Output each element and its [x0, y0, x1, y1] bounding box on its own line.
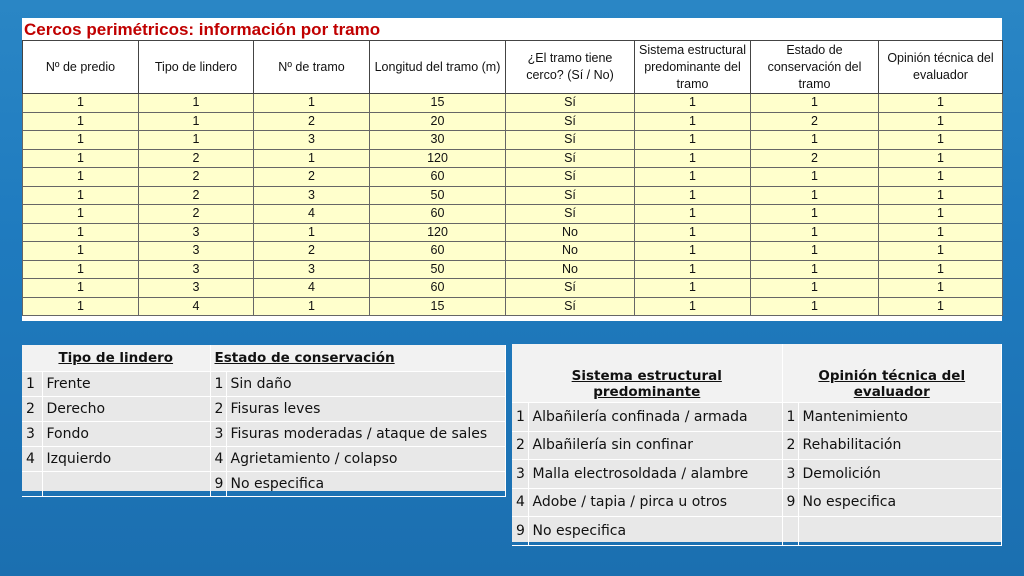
legend-header-opinion: Opinión técnica del evaluador	[782, 344, 1002, 403]
col-header: Estado de conservación del tramo	[751, 41, 879, 94]
sistema-label: Albañilería sin confinar	[528, 431, 782, 460]
table-row	[23, 297, 1003, 316]
opinion-code: 9	[782, 488, 798, 517]
lindero-code: 3	[22, 422, 42, 447]
table-cell: 1	[139, 94, 254, 113]
legend-sistema-opinion	[512, 344, 1002, 542]
table-cell: Sí	[506, 168, 635, 187]
legend-row	[22, 372, 506, 397]
estado-code: 1	[210, 372, 226, 397]
empty-cell	[798, 517, 1002, 546]
lindero-label: Izquierdo	[42, 447, 210, 472]
table-cell: 3	[139, 279, 254, 298]
table-cell: 3	[254, 131, 370, 150]
legend-row	[22, 472, 506, 497]
table-cell: Sí	[506, 297, 635, 316]
table-row	[23, 186, 1003, 205]
legend-row	[512, 488, 1002, 517]
estado-label: Sin daño	[226, 372, 506, 397]
sistema-code: 2	[512, 431, 528, 460]
table-cell: 1	[879, 186, 1003, 205]
table-cell: 2	[139, 205, 254, 224]
table-cell: 1	[879, 297, 1003, 316]
table-cell: 1	[139, 131, 254, 150]
table-cell: 1	[254, 297, 370, 316]
table-cell: 120	[370, 149, 506, 168]
table-cell: 1	[635, 260, 751, 279]
col-header: Nº de predio	[23, 41, 139, 94]
table-cell: 1	[635, 94, 751, 113]
table-cell: 1	[751, 279, 879, 298]
table-header-row	[23, 41, 1003, 94]
estado-code: 3	[210, 422, 226, 447]
table-cell: 2	[139, 168, 254, 187]
table-cell: 15	[370, 94, 506, 113]
table-row	[23, 168, 1003, 187]
table-cell: 1	[635, 242, 751, 261]
col-header: Sistema estructural predominante del tramo	[635, 41, 751, 94]
table-cell: Sí	[506, 131, 635, 150]
legend-row	[512, 460, 1002, 489]
table-cell: 30	[370, 131, 506, 150]
table-cell: 1	[879, 279, 1003, 298]
opinion-label: Demolición	[798, 460, 1002, 489]
table-row	[23, 205, 1003, 224]
empty-cell	[42, 472, 210, 497]
table-cell: Sí	[506, 279, 635, 298]
table-cell: 1	[23, 297, 139, 316]
tramos-table	[22, 40, 1003, 316]
table-row	[23, 149, 1003, 168]
table-cell: 1	[635, 149, 751, 168]
table-cell: 1	[23, 149, 139, 168]
table-cell: No	[506, 260, 635, 279]
page-title: Cercos perimétricos: información por tramo	[24, 20, 381, 39]
sistema-label: Albañilería confinada / armada	[528, 403, 782, 432]
opinion-label: Mantenimiento	[798, 403, 1002, 432]
table-cell: 1	[635, 186, 751, 205]
table-cell: Sí	[506, 186, 635, 205]
lindero-code: 2	[22, 397, 42, 422]
table-cell: 1	[879, 149, 1003, 168]
table-cell: No	[506, 223, 635, 242]
table-cell: 1	[879, 131, 1003, 150]
table-cell: 2	[139, 186, 254, 205]
empty-cell	[22, 472, 42, 497]
table-cell: 2	[254, 242, 370, 261]
sistema-code: 9	[512, 517, 528, 546]
table-cell: 1	[635, 297, 751, 316]
table-cell: 2	[254, 112, 370, 131]
legend-lindero-estado	[22, 345, 506, 491]
table-cell: 50	[370, 260, 506, 279]
legend-row	[22, 397, 506, 422]
sistema-code: 1	[512, 403, 528, 432]
opinion-code: 1	[782, 403, 798, 432]
table-cell: 20	[370, 112, 506, 131]
table-row	[23, 279, 1003, 298]
table-body	[23, 94, 1003, 316]
sistema-label: Malla electrosoldada / alambre	[528, 460, 782, 489]
table-cell: 1	[751, 223, 879, 242]
table-cell: 1	[751, 168, 879, 187]
legend-row	[512, 517, 1002, 546]
table-cell: 1	[879, 112, 1003, 131]
table-cell: 1	[751, 94, 879, 113]
table-cell: 1	[254, 94, 370, 113]
table-cell: 1	[23, 205, 139, 224]
estado-label: Agrietamiento / colapso	[226, 447, 506, 472]
table-cell: 1	[23, 131, 139, 150]
table-cell: No	[506, 242, 635, 261]
table-row	[23, 112, 1003, 131]
table-cell: 1	[751, 205, 879, 224]
table-cell: 60	[370, 279, 506, 298]
table-cell: 2	[751, 149, 879, 168]
opinion-label: Rehabilitación	[798, 431, 1002, 460]
table-cell: 4	[254, 205, 370, 224]
table-cell: 1	[751, 242, 879, 261]
table-row	[23, 94, 1003, 113]
table-cell: Sí	[506, 112, 635, 131]
table-cell: 1	[254, 223, 370, 242]
table-cell: 60	[370, 242, 506, 261]
table-cell: 120	[370, 223, 506, 242]
estado-code: 2	[210, 397, 226, 422]
table-cell: 3	[254, 260, 370, 279]
sistema-code: 4	[512, 488, 528, 517]
opinion-code: 3	[782, 460, 798, 489]
table-cell: 4	[139, 297, 254, 316]
table-cell: 60	[370, 168, 506, 187]
lindero-label: Frente	[42, 372, 210, 397]
col-header: Longitud del tramo (m)	[370, 41, 506, 94]
estado-code: 9	[210, 472, 226, 497]
legend-header-estado: Estado de conservación	[210, 345, 506, 372]
table-cell: 1	[879, 223, 1003, 242]
table-cell: 1	[23, 94, 139, 113]
table-row	[23, 242, 1003, 261]
sistema-code: 3	[512, 460, 528, 489]
table-cell: 1	[635, 279, 751, 298]
lindero-code: 1	[22, 372, 42, 397]
table-cell: 1	[879, 260, 1003, 279]
table-cell: 1	[635, 205, 751, 224]
table-cell: 1	[23, 168, 139, 187]
table-cell: 3	[139, 260, 254, 279]
empty-cell	[782, 517, 798, 546]
table-cell: Sí	[506, 94, 635, 113]
main-sheet	[22, 18, 1002, 321]
legend-row	[22, 447, 506, 472]
table-cell: 1	[23, 279, 139, 298]
sistema-label: Adobe / tapia / pirca u otros	[528, 488, 782, 517]
table-cell: 60	[370, 205, 506, 224]
table-cell: 1	[23, 260, 139, 279]
lindero-code: 4	[22, 447, 42, 472]
estado-label: Fisuras leves	[226, 397, 506, 422]
table-cell: 1	[635, 112, 751, 131]
table-cell: 3	[139, 223, 254, 242]
table-cell: 1	[879, 242, 1003, 261]
table-cell: 1	[23, 112, 139, 131]
sistema-label: No especifica	[528, 517, 782, 546]
estado-label: No especifica	[226, 472, 506, 497]
legend-row	[512, 403, 1002, 432]
table-cell: 1	[879, 94, 1003, 113]
table-cell: 1	[635, 168, 751, 187]
col-header: Nº de tramo	[254, 41, 370, 94]
col-header: Opinión técnica del evaluador	[879, 41, 1003, 94]
legend-row	[22, 422, 506, 447]
table-cell: 15	[370, 297, 506, 316]
table-cell: Sí	[506, 149, 635, 168]
lindero-label: Fondo	[42, 422, 210, 447]
table-cell: 1	[23, 242, 139, 261]
table-cell: 1	[751, 260, 879, 279]
lindero-label: Derecho	[42, 397, 210, 422]
legend-header-lindero: Tipo de lindero	[22, 345, 210, 372]
table-row	[23, 260, 1003, 279]
table-cell: 1	[751, 131, 879, 150]
opinion-code: 2	[782, 431, 798, 460]
opinion-label: No especifica	[798, 488, 1002, 517]
table-cell: 1	[139, 112, 254, 131]
table-cell: 1	[23, 186, 139, 205]
table-cell: 1	[879, 205, 1003, 224]
table-cell: 1	[635, 223, 751, 242]
legend-row	[512, 431, 1002, 460]
table-cell: 2	[139, 149, 254, 168]
table-cell: 4	[254, 279, 370, 298]
table-cell: Sí	[506, 205, 635, 224]
table-cell: 1	[879, 168, 1003, 187]
table-cell: 50	[370, 186, 506, 205]
table-cell: 1	[254, 149, 370, 168]
table-cell: 1	[751, 186, 879, 205]
table-cell: 2	[254, 168, 370, 187]
table-cell: 1	[23, 223, 139, 242]
legend-header-sistema: Sistema estructural predominante	[512, 344, 782, 403]
table-cell: 1	[635, 131, 751, 150]
estado-label: Fisuras moderadas / ataque de sales	[226, 422, 506, 447]
table-cell: 1	[751, 297, 879, 316]
col-header: ¿El tramo tiene cerco? (Sí / No)	[506, 41, 635, 94]
col-header: Tipo de lindero	[139, 41, 254, 94]
table-cell: 3	[139, 242, 254, 261]
table-row	[23, 223, 1003, 242]
table-cell: 3	[254, 186, 370, 205]
table-cell: 2	[751, 112, 879, 131]
estado-code: 4	[210, 447, 226, 472]
table-row	[23, 131, 1003, 150]
